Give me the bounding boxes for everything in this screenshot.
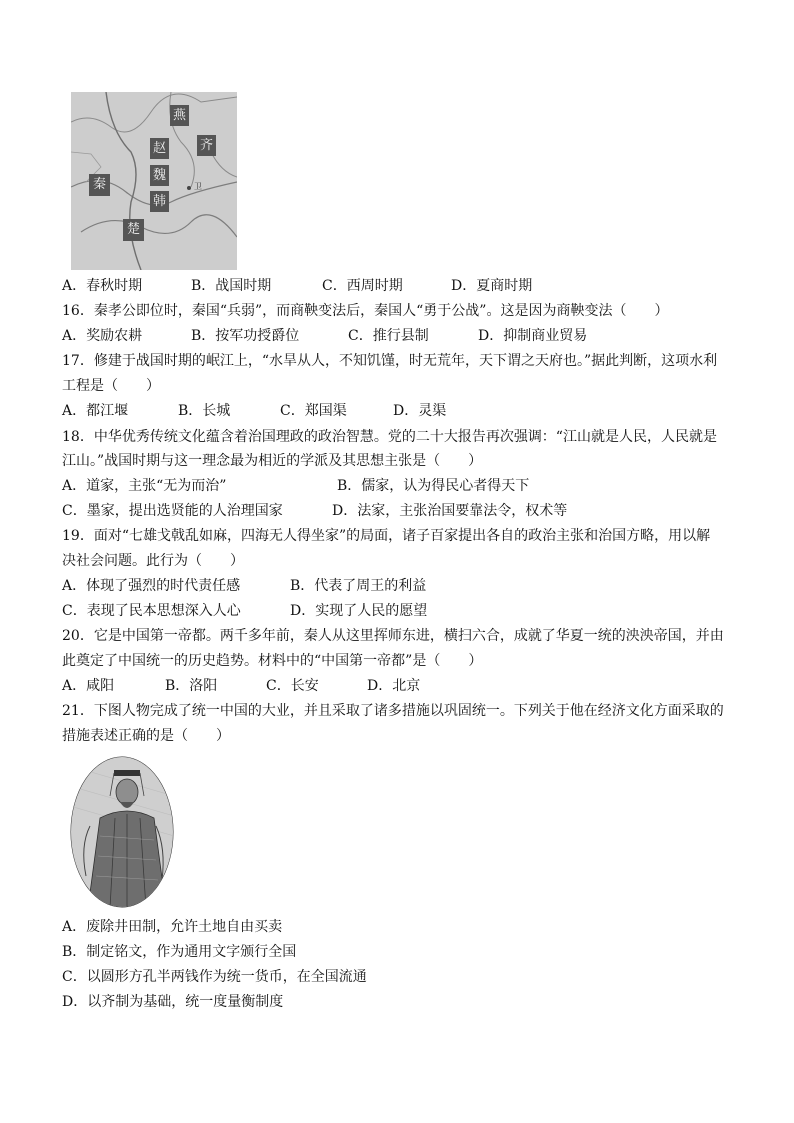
q21-option-a[interactable]: A．废除井田制，允许土地自由买卖 <box>62 919 283 935</box>
q20-option-a[interactable]: A．咸阳 <box>62 678 115 694</box>
q20-option-b[interactable]: B．洛阳 <box>165 678 218 694</box>
q19-option-c[interactable]: C．表现了民本思想深入人心 <box>62 603 241 619</box>
q17-option-d[interactable]: D．灵渠 <box>393 403 447 419</box>
q21-option-b[interactable]: B．制定铭文，作为通用文字颁行全国 <box>62 944 297 960</box>
q20-stem-line-1: 20．它是中国第一帝都。两千多年前，秦人从这里挥师东进，横扫六合，成就了华夏一统的泱泱帝国，并由 <box>62 628 724 644</box>
state-label-zhao: 赵 <box>150 138 169 159</box>
state-label-wey: 卫 <box>194 182 202 191</box>
state-label-qi: 齐 <box>197 135 216 156</box>
q17-stem-line-1: 17．修建于战国时期的岷江上，“水旱从人，不知饥馑，时无荒年，天下谓之天府也。”据此判断，这项水利 <box>62 353 718 369</box>
q21-option-c[interactable]: C．以圆形方孔半两钱作为统一货币，在全国流通 <box>62 969 367 985</box>
q15-option-a[interactable]: A．春秋时期 <box>62 278 143 294</box>
state-label-qin: 秦 <box>89 174 110 196</box>
q15-option-d[interactable]: D．夏商时期 <box>451 278 533 294</box>
q19-stem-line-1: 19．面对“七雄戈戟乱如麻，四海无人得坐家”的局面，诸子百家提出各自的政治主张和治国方略，用以解 <box>62 528 711 544</box>
q18-stem-line-1: 18．中华优秀传统文化蕴含着治国理政的政治智慧。党的二十大报告再次强调：“江山就是人民，人民就是 <box>62 429 717 445</box>
q16-option-a[interactable]: A．奖励农耕 <box>62 328 143 344</box>
q16-option-d[interactable]: D．抑制商业贸易 <box>478 328 588 344</box>
q18-stem-line-2: 江山。”战国时期与这一理念最为相近的学派及其思想主张是（ ） <box>62 453 483 469</box>
emperor-portrait <box>70 756 174 908</box>
q21-stem-line-1: 21．下图人物完成了统一中国的大业，并且采取了诸多措施以巩固统一。下列关于他在经济文化方面采取的 <box>62 703 724 719</box>
q20-option-c[interactable]: C．长安 <box>266 678 319 694</box>
q16-option-c[interactable]: C．推行县制 <box>348 328 429 344</box>
q19-option-d[interactable]: D．实现了人民的愿望 <box>290 603 428 619</box>
q21-stem-line-2: 措施表述正确的是（ ） <box>62 728 230 744</box>
state-label-han: 韩 <box>150 191 169 212</box>
q20-stem-line-2: 此奠定了中国统一的历史趋势。材料中的“中国第一帝都”是（ ） <box>62 653 483 669</box>
q19-stem-line-2: 决社会问题。此行为（ ） <box>62 553 244 569</box>
q18-option-b[interactable]: B．儒家，认为得民心者得天下 <box>337 478 530 494</box>
q19-option-b[interactable]: B．代表了周王的利益 <box>290 578 427 594</box>
q18-option-c[interactable]: C．墨家，提出选贤能的人治理国家 <box>62 503 283 519</box>
q15-option-b[interactable]: B．战国时期 <box>191 278 272 294</box>
q17-option-b[interactable]: B．长城 <box>178 403 231 419</box>
warring-states-map <box>71 92 237 270</box>
portrait-drawing <box>70 756 174 908</box>
state-label-yan: 燕 <box>170 105 189 126</box>
q20-option-d[interactable]: D．北京 <box>367 678 421 694</box>
state-label-wei: 魏 <box>150 165 169 186</box>
q18-option-a[interactable]: A．道家，主张“无为而治” <box>62 478 227 494</box>
state-label-chu: 楚 <box>123 219 144 241</box>
q17-option-a[interactable]: A．都江堰 <box>62 403 129 419</box>
q16-stem: 16．秦孝公即位时，秦国“兵弱”，而商鞅变法后，秦国人“勇于公战”。这是因为商鞅变法（ ） <box>62 303 669 319</box>
q15-option-c[interactable]: C．西周时期 <box>322 278 403 294</box>
q17-option-c[interactable]: C．郑国渠 <box>280 403 347 419</box>
q16-option-b[interactable]: B．按军功授爵位 <box>191 328 300 344</box>
q21-option-d[interactable]: D．以齐制为基础，统一度量衡制度 <box>62 994 284 1010</box>
q19-option-a[interactable]: A．体现了强烈的时代责任感 <box>62 578 241 594</box>
q17-stem-line-2: 工程是（ ） <box>62 378 160 394</box>
q18-option-d[interactable]: D．法家，主张治国要靠法令，权术等 <box>332 503 568 519</box>
